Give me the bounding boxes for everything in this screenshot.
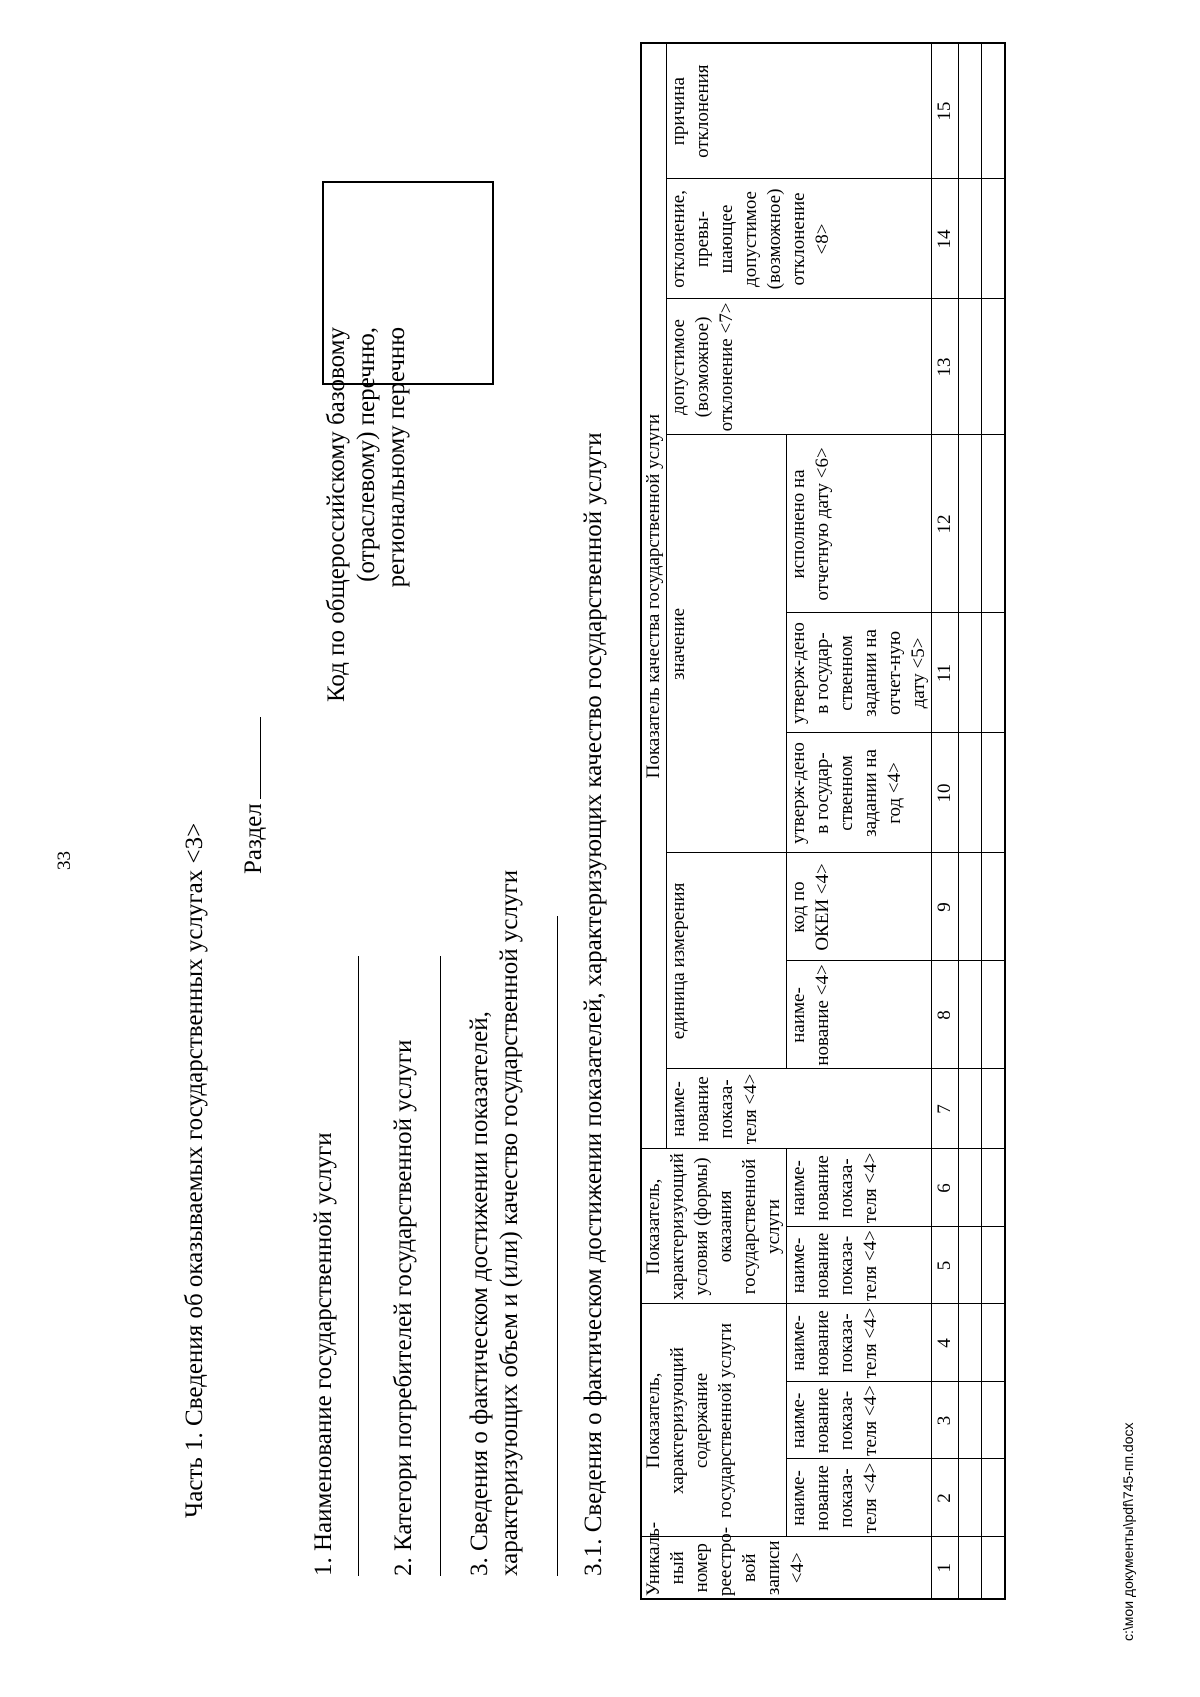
table-cell[interactable] [982, 435, 1006, 613]
actual-indicators-line-1: 3. Сведения о фактическом достижении показателей, [466, 1011, 493, 1576]
table-row [959, 43, 982, 1599]
quality-indicators-heading: 3.1. Сведения о фактическом достижении показателей, характеризующих качество государственной услуги [580, 432, 607, 1576]
table-cell[interactable] [959, 1537, 982, 1599]
service-name-field[interactable] [358, 956, 359, 1576]
header-conditions-name-1: наиме-нование показа-теля <4> [787, 1227, 932, 1304]
table-cell[interactable] [982, 853, 1006, 961]
table-cell[interactable] [959, 1227, 982, 1304]
actual-indicators-label [465, 870, 525, 1576]
section-label: Раздел [240, 803, 267, 874]
header-conditions-name-2: наиме-нование показа-теля <4> [787, 1149, 932, 1227]
header-unique-number: Уникаль-ный номер реестро-вой записи <4> [641, 1537, 932, 1599]
header-okei-code: код по ОКЕИ <4> [787, 853, 932, 961]
consumer-category-label: 2. Категори потребителей государственной услуги [390, 1039, 417, 1576]
code-label [322, 327, 412, 927]
header-executed: исполнено на отчетную дату <6> [787, 435, 932, 613]
column-number: 8 [932, 961, 959, 1069]
page-number: 33 [54, 851, 75, 870]
table-cell[interactable] [982, 299, 1006, 435]
header-indicator-name: наиме-нование показа-теля <4> [667, 1069, 932, 1149]
table-cell[interactable] [959, 961, 982, 1069]
column-number: 10 [932, 733, 959, 853]
header-allowed-deviation: допустимое (возможное) отклонение <7> [667, 299, 932, 435]
code-label-line-1: Код по общероссийскому базовому [323, 327, 350, 703]
header-approved-date: утверж-дено в государ-ственном задании на отчет-ную дату <5> [787, 613, 932, 733]
header-exceeding-deviation: отклонение, превы-шающее допустимое (возможное) отклонение <8> [667, 179, 932, 299]
column-number: 14 [932, 179, 959, 299]
column-number: 13 [932, 299, 959, 435]
table-cell[interactable] [959, 613, 982, 733]
table-cell[interactable] [959, 435, 982, 613]
header-content-indicator: Показатель, характеризующий содержание государственной услуги [641, 1304, 787, 1537]
table-cell[interactable] [959, 1149, 982, 1227]
section-heading [240, 717, 268, 874]
consumer-category-field[interactable] [440, 956, 441, 1576]
table-cell[interactable] [982, 1459, 1006, 1537]
header-unit-name: наиме-нование <4> [787, 961, 932, 1069]
table-cell[interactable] [982, 1227, 1006, 1304]
column-number: 7 [932, 1069, 959, 1149]
table-cell[interactable] [982, 1382, 1006, 1459]
column-number: 3 [932, 1382, 959, 1459]
table-cell[interactable] [959, 733, 982, 853]
column-numbers-row [932, 43, 959, 1599]
column-number: 6 [932, 1149, 959, 1227]
header-value: значение [667, 435, 787, 853]
header-quality-indicator: Показатель качества государственной услуги [641, 43, 667, 1149]
table-cell[interactable] [982, 1149, 1006, 1227]
table-cell[interactable] [982, 1537, 1006, 1599]
code-box[interactable] [322, 181, 494, 385]
header-deviation-reason: причина отклонения [667, 43, 932, 179]
table-cell[interactable] [959, 1069, 982, 1149]
table-cell[interactable] [959, 853, 982, 961]
code-label-line-2: (отраслевому) перечню, [353, 327, 380, 582]
column-number: 2 [932, 1459, 959, 1537]
table-cell[interactable] [959, 43, 982, 179]
column-number: 12 [932, 435, 959, 613]
table-cell[interactable] [982, 1069, 1006, 1149]
table-cell[interactable] [982, 1304, 1006, 1382]
column-number: 15 [932, 43, 959, 179]
code-label-line-3: региональному перечню [383, 327, 410, 588]
header-approved-year: утверж-дено в государ-ственном задании на год <4> [787, 733, 932, 853]
actual-indicators-field[interactable] [557, 916, 558, 1576]
column-number: 1 [932, 1537, 959, 1599]
column-number: 9 [932, 853, 959, 961]
header-content-name-1: наиме-нование показа-теля <4> [787, 1459, 932, 1537]
table-cell[interactable] [959, 1382, 982, 1459]
header-conditions-indicator: Показатель, характеризующий условия (формы) оказания государственной услуги [641, 1149, 787, 1304]
header-unit: единица измерения [667, 853, 787, 1069]
quality-indicators-table [640, 42, 1006, 1600]
table-cell[interactable] [982, 179, 1006, 299]
table-cell[interactable] [982, 733, 1006, 853]
table-cell[interactable] [959, 1304, 982, 1382]
header-content-name-2: наиме-нование показа-теля <4> [787, 1382, 932, 1459]
table-cell[interactable] [959, 1459, 982, 1537]
table-cell[interactable] [982, 961, 1006, 1069]
table-row [982, 43, 1006, 1599]
column-number: 4 [932, 1304, 959, 1382]
table-cell[interactable] [982, 43, 1006, 179]
table-cell[interactable] [959, 179, 982, 299]
column-number: 11 [932, 613, 959, 733]
header-content-name-3: наиме-нование показа-теля <4> [787, 1304, 932, 1382]
footer-file-path: c:\мои документы\pdf\745-пп.docx [1120, 1422, 1136, 1641]
section-number-blank[interactable] [240, 717, 261, 799]
service-name-label: 1. Наименование государственной услуги [310, 1132, 337, 1576]
table-cell[interactable] [982, 613, 1006, 733]
table-cell[interactable] [959, 299, 982, 435]
part-title: Часть 1. Сведения об оказываемых государственных услугах <3> [181, 822, 208, 1518]
column-number: 5 [932, 1227, 959, 1304]
actual-indicators-line-2: характеризующих объем и (или) качество государственной услуги [496, 869, 523, 1576]
